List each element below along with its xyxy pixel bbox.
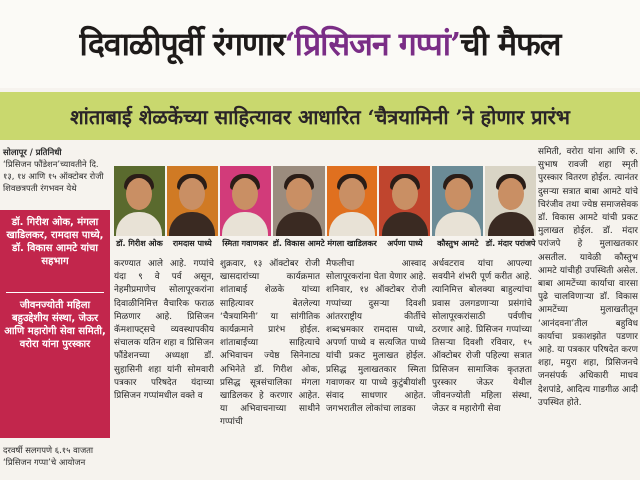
photo-caption: रामदास पाध्ये [167, 236, 218, 252]
sidebar-awards: जीवनज्योती महिला बहुउद्देशीय संस्था, जेऊर आणि महारोगी सेवा समिती, वरोरा यांना पुरस्कार [4, 300, 106, 350]
photo-caption: डॉ. मंदार परांजपे [485, 236, 536, 252]
intro-block [0, 146, 110, 210]
intro-text: ‘प्रिसिजन फौंडेशन’च्यावतीने दि. १३, १४ आणि १५ ऑक्टोबर रोजी शिवछत्रपती रंगभवन येथे [3, 159, 104, 193]
photo-3 [220, 166, 271, 252]
portrait-image [114, 166, 165, 236]
photo-caption: डॉ. विकास आमटे [273, 236, 325, 252]
portrait-image [432, 166, 483, 236]
portrait-image [379, 166, 430, 236]
headline [0, 0, 640, 88]
portrait-image [273, 166, 325, 236]
byline: सोलापूर / प्रतिनिधी [3, 147, 62, 157]
photo-caption: स्मिता गवाणकर [220, 236, 271, 252]
article-column-4: अर्धवटराव यांचा आपल्या सवयीने शंभरी पूर्ण करीत आहे. त्यानिमित्त बोलक्या बाहुल्यांचा प्रवास उलगडणार्‍या प्रसंगांचे सोलापूरकरांसाठी पर्वणीच ठरणार आहे. प्रिसिजन गप्पांच्या तिसऱ्या दिवशी रविवार, १५ ऑक्टोबर रोजी पहिल्या सत्रात प्रिसिजन सामाजिक कृतज्ञता पुरस्कार जेऊर येथील जीवनज्योती महिला संस्था, जेऊर व महारोगी सेवा [432, 259, 532, 415]
footer-left-text: दरवर्षी सलगपणे ६.१५ वाजता ‘प्रिसिजन गप्पा’चे आयोजन [3, 445, 94, 467]
photo-caption: अर्पणा पाध्ये [379, 236, 430, 252]
photo-7 [432, 166, 483, 252]
portrait-image [167, 166, 218, 236]
photo-strip [114, 166, 536, 252]
article-column-3: मैफलीचा आस्वाद सोलापूरकरांना घेता येणार आहे. शनिवार, १४ ऑक्टोबर रोजी गप्पांच्या दुसऱ्या दिवशी आंतरराष्ट्रीय कीर्तीचे शब्दभ्रमकार रामदास पाध्ये, अपर्णा पाध्ये व सत्यजित पाध्ये यांची प्रकट मुलाखत होईल. प्रसिद्ध मुलाखतकार स्मिता गवाणकर या पाध्ये कुटुंबीयांशी संवाद साधणार आहेत. जगभरातील लोकांचा लाडका [326, 259, 426, 415]
photo-caption: कौस्तुभ आमटे [432, 236, 483, 252]
portrait-image [327, 166, 378, 236]
photo-caption: डॉ. गिरीश ओक [114, 236, 165, 252]
sidebar-participants: डॉ. गिरीश ओक, मंगला खाडिलकर, रामदास पाध्ये, डॉ. विकास आमटे यांचा सहभाग [6, 217, 104, 267]
portrait-image [485, 166, 536, 236]
headline-part-1: दिवाळीपूर्वी रंगणार [79, 25, 285, 63]
article-column-1: करण्यात आले आहे. गप्पांचे यंदा ९ वे पर्व असून, नेहमीप्रमाणेच सोलापूरकरांना दिवाळीनिमित्त वैचारिक फराळ मिळणार आहे. प्रिसिजन कॅमशाफ्ट्सचे व्यवस्थापकीय संचालक यतिन शहा व प्रिसिजन फौंडेशनच्या अध्यक्षा डॉ. सुहासिनी शहा यांनी सोमवारी पत्रकार परिषदेत यंदाच्या प्रिसिजन गप्पांमधील वक्ते व [114, 259, 214, 402]
photo-4 [273, 166, 325, 252]
photo-1 [114, 166, 165, 252]
subheadline: शांताबाई शेळकेंच्या साहित्यावर आधारित ‘चैत्रयामिनी ’ने होणार प्रारंभ [0, 92, 640, 140]
portrait-image [220, 166, 271, 236]
article-column-2: शुक्रवार, १३ ऑक्टोबर रोजी खासदारांच्या कार्यक्रमात शांताबाई शेळके यांच्या साहित्यावर बेतलेल्या ‘चैत्रयामिनी’ या सांगीतिक कार्यक्रमाने प्रारंभ होईल. शांताबाईंच्या साहित्याचे अभिवाचन ज्येष्ठ सिनेनाट्य अभिनेते डॉ. गिरीश ओक, प्रसिद्ध सूत्रसंचालिका मंगला खाडिलकर हे करणार आहेत. या अभिवाचनाच्या साथीने गप्पांची [220, 259, 320, 428]
photo-8 [485, 166, 536, 252]
article-column-right: समिती, वरोरा यांना आणि रु. सुभाष रावजी शहा स्मृती पुरस्कार वितरण होईल. त्यानंतर दुसऱ्या सत्रात बाबा आमटे यांचे चिरंजीव तथा ज्येष्ठ समाजसेवक डॉ. विकास आमटे यांची प्रकट मुलाखत होईल. डॉ. मंदार परांजपे हे मुलाखतकार असतील. यावेळी कौस्तुभ आमटे यांचीही उपस्थिती असेल. बाबा आमटेंच्या कार्याचा वारसा पुढे चालविणाऱ्या डॉ. विकास आमटेंच्या मुलाखतीतून ‘आनंदवना’तील बहुविध कार्याचा प्रकाशझोत पडणार आहे. या पत्रकार परिषदेत करण शहा, मयुरा शहा, प्रिसिजनचे जनसंपर्क अधिकारी माधव देशपांडे, आदित्य गाडगीळ आदी उपस्थित होते. [538, 147, 638, 408]
photo-5 [327, 166, 378, 252]
photo-6 [379, 166, 430, 252]
highlight-sidebar [0, 210, 110, 438]
photo-2 [167, 166, 218, 252]
photo-caption: मंगला खाडिलकर [327, 236, 378, 252]
headline-highlight: ‘प्रिसिजन गप्पां’ [284, 25, 461, 63]
headline-part-2: ची मैफल [460, 25, 561, 63]
